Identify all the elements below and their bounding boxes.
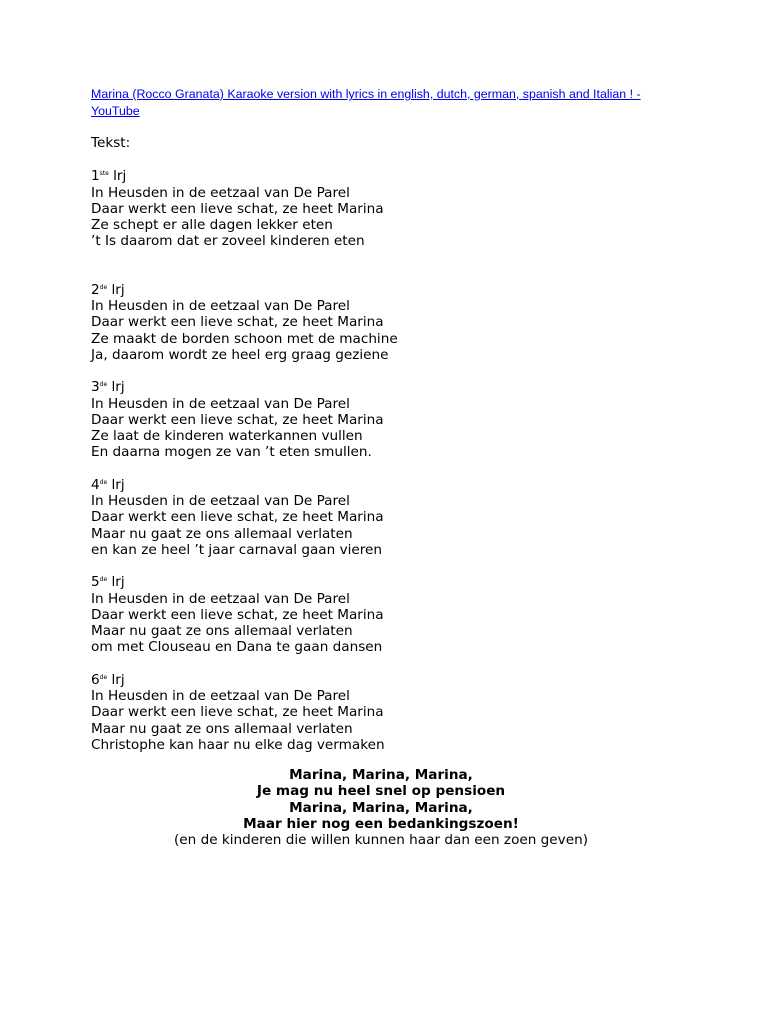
verse-line: Maar nu gaat ze ons allemaal verlaten (91, 525, 353, 542)
chorus-note: (en de kinderen die willen kunnen haar dan een zoen geven) (173, 832, 589, 849)
verse-5 (91, 574, 681, 655)
verse-line: Daar werkt een lieve schat, ze heet Marina (91, 509, 384, 526)
verse-line: Ja, daarom wordt ze heel erg graag geziene (91, 346, 389, 363)
verse-title: 1ste lrj (91, 168, 127, 185)
verse-line: Daar werkt een lieve schat, ze heet Marina (91, 200, 384, 217)
verse-6 (91, 672, 681, 753)
verse-line: Ze maakt de borden schoon met de machine (91, 330, 398, 347)
verse-line: Maar nu gaat ze ons allemaal verlaten (91, 623, 353, 640)
youtube-link[interactable]: Marina (Rocco Granata) Karaoke version with lyrics in english, dutch, german, spanish and Italian ! - YouTube (91, 87, 641, 118)
verse-line: Ze schept er alle dagen lekker eten (91, 217, 333, 234)
chorus (91, 767, 671, 848)
verse-4 (91, 477, 681, 558)
verse-line: In Heusden in de eetzaal van De Parel (91, 493, 350, 510)
verse-line: en kan ze heel ’t jaar carnaval gaan vieren (91, 541, 383, 558)
verse-title: 4de lrj (91, 476, 125, 493)
chorus-line: Marina, Marina, Marina, (289, 799, 473, 816)
verse-line: In Heusden in de eetzaal van De Parel (91, 688, 350, 705)
verse-line: Daar werkt een lieve schat, ze heet Marina (91, 606, 384, 623)
verse-title: 2de lrj (91, 281, 125, 298)
chorus-line: Je mag nu heel snel op pensioen (256, 783, 506, 800)
verse-line: In Heusden in de eetzaal van De Parel (91, 590, 350, 607)
verse-line: In Heusden in de eetzaal van De Parel (91, 395, 350, 412)
verse-2 (91, 282, 681, 363)
verse-line: In Heusden in de eetzaal van De Parel (91, 184, 350, 201)
chorus-line: Marina, Marina, Marina, (289, 767, 473, 783)
verse-line: Christophe kan haar nu elke dag vermaken (91, 736, 385, 753)
verse-line: In Heusden in de eetzaal van De Parel (91, 298, 350, 315)
verse-1 (91, 168, 681, 249)
verse-line: Ze laat de kinderen waterkannen vullen (91, 428, 363, 445)
verse-line: Maar nu gaat ze ons allemaal verlaten (91, 720, 353, 737)
verse-line: Daar werkt een lieve schat, ze heet Marina (91, 411, 384, 428)
verse-3 (91, 379, 681, 460)
verse-title: 5de lrj (91, 574, 125, 591)
verse-line: om met Clouseau en Dana te gaan dansen (91, 639, 383, 656)
verse-title: 3de lrj (91, 379, 125, 396)
verse-line: ’t Is daarom dat er zoveel kinderen eten (91, 233, 365, 250)
section-heading: Tekst: (91, 135, 131, 151)
verse-title: 6de lrj (91, 671, 125, 688)
verse-line: Daar werkt een lieve schat, ze heet Marina (91, 314, 384, 331)
document-body (91, 86, 681, 753)
chorus-line: Maar hier nog een bedankingszoen! (243, 815, 519, 832)
verse-line: En daarna mogen ze van ’t eten smullen. (91, 444, 372, 461)
verse-line: Daar werkt een lieve schat, ze heet Marina (91, 704, 384, 721)
